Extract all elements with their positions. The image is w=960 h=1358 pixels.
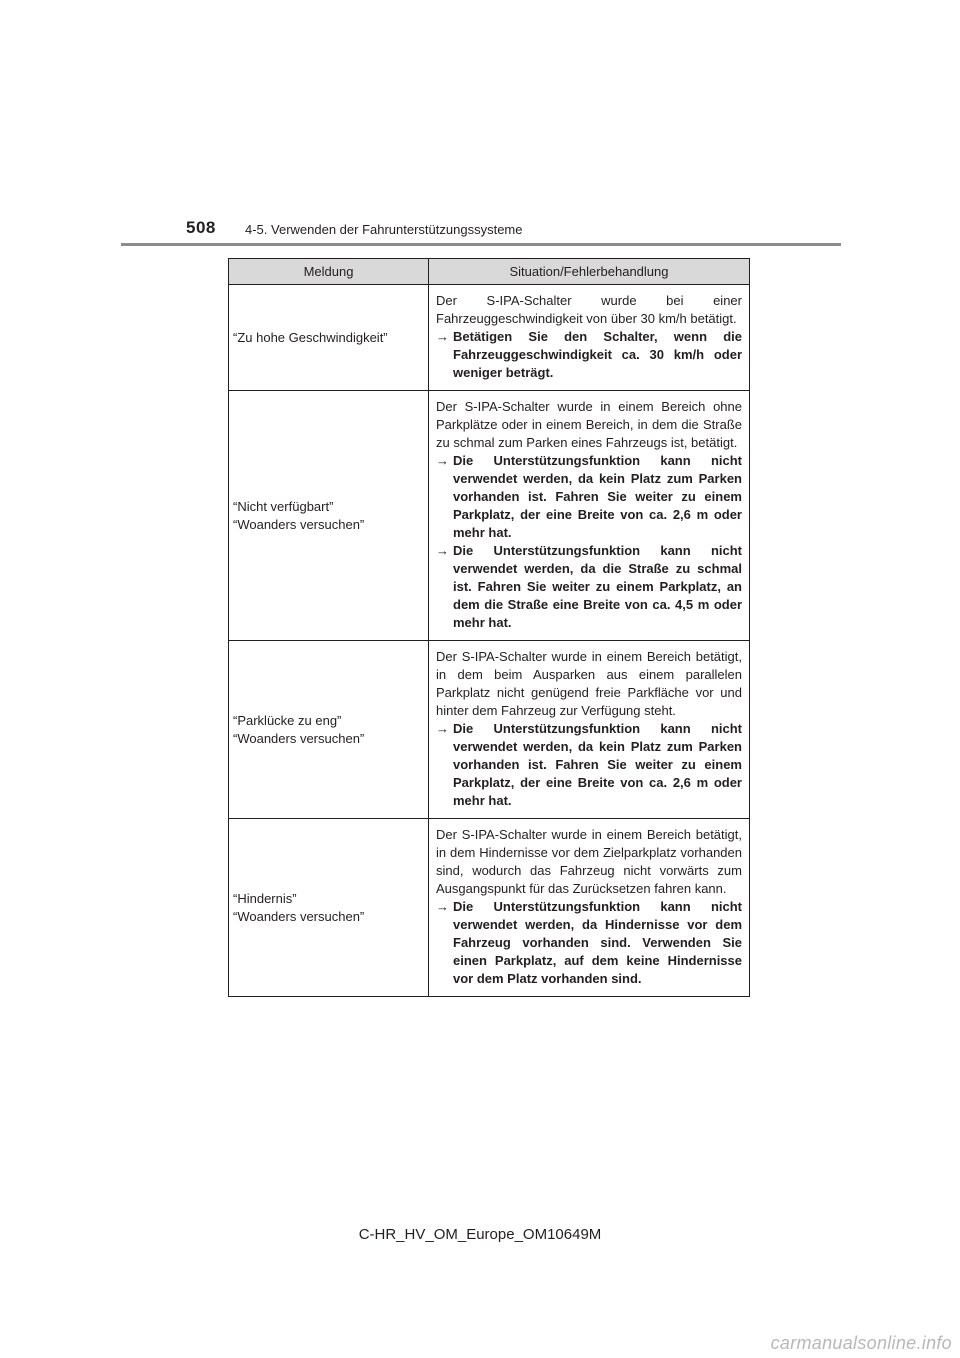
message-text: “Woanders versuchen” [233,516,365,532]
page-number: 508 [186,218,216,237]
situation-text: Der S-IPA-Schalter wurde in einem Bereich ohne Parkplätze oder in einem Bereich, in dem die Straße zu schmal zum Parken eines Fahrzeugs ist, betätigt. [436,399,742,450]
situation-cell [429,391,750,641]
message-cell [229,391,429,641]
situation-cell [429,819,750,997]
message-text: “Hindernis” [233,890,297,906]
message-cell [229,641,429,819]
watermark: carmanualsonline.info [770,1333,952,1353]
action-text: Die Unterstützungsfunktion kann nicht verwendet werden, da kein Platz zum Parken vorhanden ist. Fahren Sie weiter zu einem Parkplatz, der eine Breite von ca. 2,6 m oder mehr hat. [453,453,742,540]
message-table [228,258,750,997]
table-header-row [229,259,750,285]
situation-text: Der S-IPA-Schalter wurde in einem Bereich betätigt, in dem beim Ausparken aus einem parallelen Parkplatz nicht genügend freie Parkfläche vor und hinter dem Fahrzeug zur Verfügung steht. [436,649,742,718]
table-row [229,819,750,997]
arrow-right-icon: → [436,543,449,558]
document-code: C-HR_HV_OM_Europe_OM10649M [358,1226,602,1243]
action-text: Die Unterstützungsfunktion kann nicht verwendet werden, da kein Platz zum Parken vorhanden ist. Fahren Sie weiter zu einem Parkplatz, der eine Breite von ca. 2,6 m oder mehr hat. [453,721,742,808]
arrow-right-icon: → [436,899,449,914]
action-item [436,452,742,542]
table-row [229,285,750,391]
arrow-right-icon: → [436,329,449,344]
situation-cell [429,641,750,819]
action-text: Betätigen Sie den Schalter, wenn die Fahrzeuggeschwindigkeit ca. 30 km/h oder weniger beträgt. [453,329,742,380]
message-cell [229,819,429,997]
page-header [0,0,960,250]
situation-text: Der S-IPA-Schalter wurde bei einer Fahrzeuggeschwindigkeit von über 30 km/h betätigt. [436,293,742,326]
situation-cell [429,285,750,391]
message-text: “Woanders versuchen” [233,908,365,924]
table-row [229,391,750,641]
table-row [229,641,750,819]
action-item [436,542,742,632]
arrow-right-icon: → [436,721,449,736]
action-item [436,898,742,988]
message-text: “Parklücke zu eng” [233,712,342,728]
message-cell [229,285,429,391]
message-text: “Zu hohe Geschwindigkeit” [233,329,388,345]
section-title: 4-5. Verwenden der Fahrunterstützungssysteme [245,222,523,237]
arrow-right-icon: → [436,453,449,468]
situation-text: Der S-IPA-Schalter wurde in einem Bereich betätigt, in dem Hindernisse vor dem Zielparkplatz vorhanden sind, wodurch das Fahrzeug nicht vorwärts zum Ausgangspunkt für das Zurücksetzen fahren kann. [436,827,742,896]
action-item [436,328,742,382]
message-text: “Nicht verfügbart” [233,498,334,514]
action-item [436,720,742,810]
column-header-situation: Situation/Fehlerbehandlung [429,259,750,285]
column-header-message: Meldung [229,259,429,285]
header-divider [121,243,841,246]
message-text: “Woanders versuchen” [233,730,365,746]
action-text: Die Unterstützungsfunktion kann nicht verwendet werden, da Hindernisse vor dem Fahrzeug vorhanden sind. Verwenden Sie einen Parkplatz, auf dem keine Hindernisse vor dem Platz vorhanden sind. [453,899,742,986]
action-text: Die Unterstützungsfunktion kann nicht verwendet werden, da die Straße zu schmal ist. Fahren Sie weiter zu einem Parkplatz, an dem die Straße eine Breite von ca. 4,5 m oder mehr hat. [453,543,742,630]
